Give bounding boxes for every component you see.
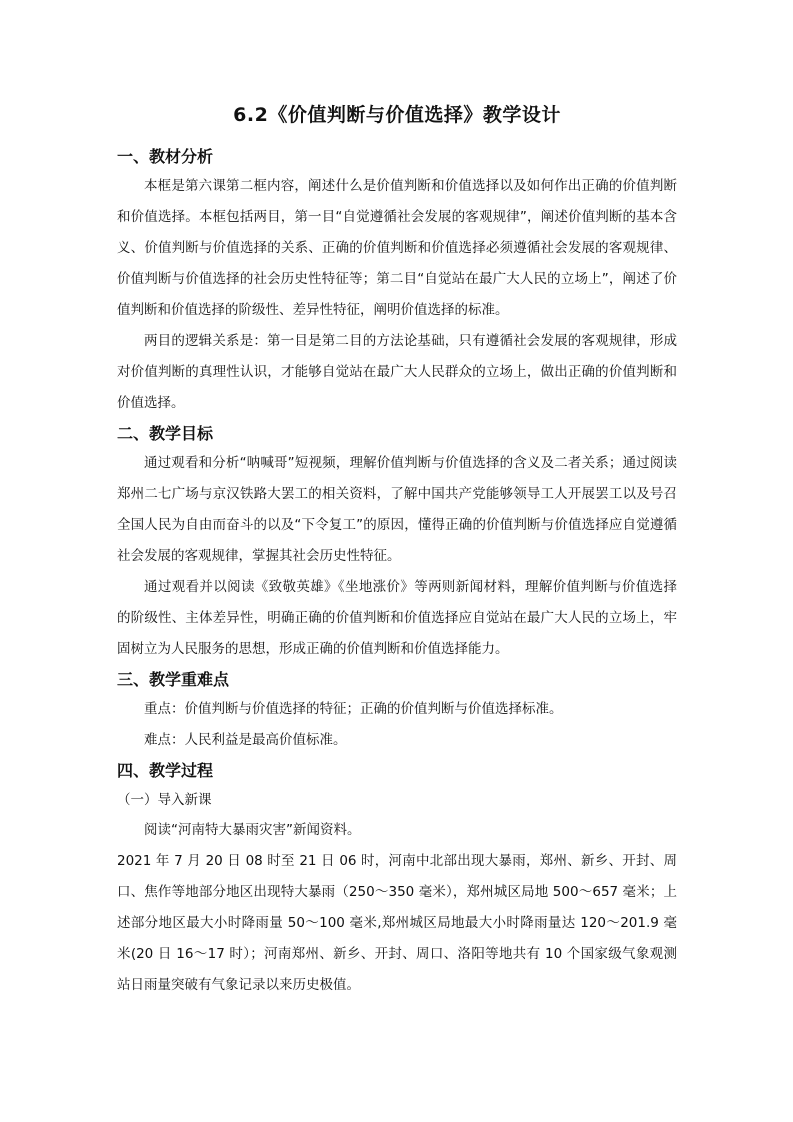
section-2-paragraph-1: 通过观看和分析“呐喊哥”短视频，理解价值判断与价值选择的含义及二者关系；通过阅读郑州二七广场与京汉铁路大罢工的相关资料，了解中国共产党能够领导工人开展罢工以及号召全国人民为自由而奋斗的以及“下令复工”的原因，懂得正确的价值判断与价值选择应自觉遵循社会发展的客观规律，掌握其社会历史性特征。 [117,455,677,564]
section-2-paragraph-2: 通过观看并以阅读《致敬英雄》《坐地涨价》等两则新闻材料，理解价值判断与价值选择的阶级性、主体差异性，明确正确的价值判断和价值选择应自觉站在最广大人民的立场上，牢固树立为人民服务的思想，形成正确的价值判断和价值选择能力。 [117,579,677,657]
section-heading-2: 二、教学目标 [117,424,214,443]
section-1-paragraph-1: 本框是第六课第二框内容，阐述什么是价值判断和价值选择以及如何作出正确的价值判断和价值选择。本框包括两目，第一目“自觉遵循社会发展的客观规律”，阐述价值判断的基本含义、价值判断与价值选择的关系、正确的价值判断和价值选择必须遵循社会发展的客观规律、价值判断与价值选择的社会历史性特征等；第二目“自觉站在最广大人民的立场上”，阐述了价值判断和价值选择的阶级性、差异性特征，阐明价值选择的标准。 [117,178,677,318]
section-3-difficult-point: 难点：人民利益是最高价值标准。 [144,732,347,748]
section-4-body-text: 2021 年 7 月 20 日 08 时至 21 日 06 时，河南中北部出现大暴雨，郑州、新乡、开封、周口、焦作等地部分地区出现特大暴雨（250～350 毫米），郑州城区局地 500～657 毫米；上述部分地区最大小时降雨量 50～100 毫米,郑州城区局地最大小时降雨量达 120～201.9 毫米(20 日 16～17 时）；河南郑州、新乡、开封、周口、洛阳等地共有 10 个国家级气象观测站日雨量突破有气象记录以来历史极值。 [117,853,677,993]
section-heading-4: 四、教学过程 [117,761,214,780]
section-4-subheading: （一）导入新课 [117,792,212,808]
section-3-key-point: 重点：价值判断与价值选择的特征；正确的价值判断与价值选择标准。 [144,701,563,717]
document-page [117,100,677,1001]
section-1-paragraph-2: 两目的逻辑关系是：第一目是第二目的方法论基础，只有遵循社会发展的客观规律，形成对价值判断的真理性认识，才能够自觉站在最广大人民群众的立场上，做出正确的价值判断和价值选择。 [117,333,677,411]
section-heading-3: 三、教学重难点 [117,670,230,689]
document-title: 6.2《价值判断与价值选择》教学设计 [233,104,561,126]
section-4-paragraph-1: 阅读“河南特大暴雨灾害”新闻资料。 [144,822,361,838]
section-heading-1: 一、教材分析 [117,147,214,166]
